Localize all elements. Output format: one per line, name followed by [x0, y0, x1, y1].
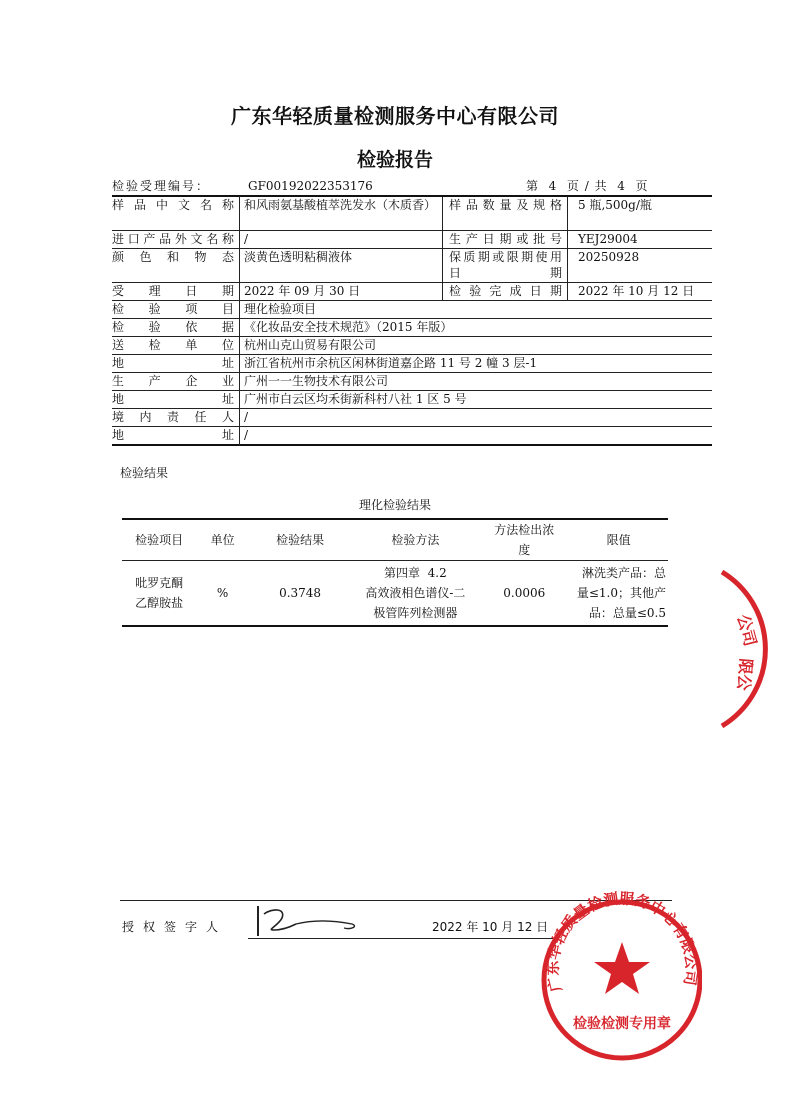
cell-lod: 0.0006 [503, 586, 546, 600]
receipt-date-value: 2022 年 09 月 30 日 [244, 284, 361, 298]
receipt-number: GF00192022353176 [248, 179, 373, 193]
cell-item: 吡罗克酮 乙醇胺盐 [135, 576, 184, 610]
handwritten-signature [252, 900, 362, 944]
color-state-row [112, 249, 712, 283]
cell-limit: 淋洗类产品：总 量≤1.0；其他产 品：总量≤0.5 [576, 566, 666, 620]
producer-address-value: 广州市白云区均禾街新科村八社 1 区 5 号 [244, 392, 467, 406]
official-seal [532, 880, 702, 1074]
producer-address-row [112, 391, 712, 409]
domestic-address-value: / [244, 428, 249, 442]
producer-label: 生产企业 [112, 374, 234, 388]
table-row [122, 561, 668, 627]
results-header-row [122, 519, 668, 561]
receipt-date-label: 受理日期 [112, 284, 234, 298]
receipt-label: 检验受理编号： [112, 179, 211, 193]
dates-row [112, 283, 712, 301]
domestic-address-label: 地址 [112, 428, 234, 442]
sender-address-value: 浙江省杭州市余杭区闲林街道嘉企路 11 号 2 幢 3 层-1 [244, 356, 538, 370]
receipt-row [112, 178, 712, 197]
sender-address-label: 地址 [112, 356, 234, 370]
results-section-label: 检验结果 [120, 466, 169, 480]
signatory-label: 授权签字人 [122, 920, 228, 934]
sample-name-label: 样品中文名称 [112, 198, 234, 212]
col-unit: 单位 [210, 533, 235, 547]
results-table-title: 理化检验结果 [358, 498, 431, 512]
producer-row [112, 373, 712, 391]
finish-date-label: 检验完成日期 [449, 284, 562, 298]
expiry-label-top: 保质期或限期使用 [449, 250, 562, 264]
sample-name-row [112, 197, 712, 231]
domestic-row [112, 409, 712, 427]
sender-label: 送检单位 [112, 338, 234, 352]
company-title: 广东华轻质量检测服务中心有限公司 [231, 104, 559, 128]
sender-value: 杭州山克山贸易有限公司 [244, 338, 377, 352]
report-title: 检验报告 [356, 149, 433, 171]
sample-name-value: 和风雨氨基酸植萃洗发水（木质香） [244, 198, 437, 212]
col-item: 检验项目 [135, 533, 184, 547]
import-name-label: 进口产品外文名称 [112, 232, 234, 246]
col-method: 检验方法 [391, 533, 440, 547]
sample-qty-label: 样品数量及规格 [449, 198, 562, 212]
producer-address-label: 地址 [112, 392, 234, 406]
test-item-label: 检验项目 [112, 302, 234, 316]
domestic-address-row [112, 427, 712, 446]
import-name-value: / [244, 232, 249, 246]
expiry-value: 20250928 [578, 250, 640, 264]
col-limit: 限值 [606, 533, 631, 547]
cell-method: 第四章 4.2 高效液相色谱仪-二 极管阵列检测器 [365, 566, 466, 620]
results-table [122, 518, 668, 627]
basis-row [112, 319, 712, 337]
test-item-row [112, 301, 712, 319]
sample-info-table [112, 178, 712, 446]
basis-label: 检验依据 [112, 320, 234, 334]
color-state-label: 颜色和物态 [112, 250, 234, 264]
sample-qty-value: 5 瓶,500g/瓶 [578, 198, 652, 212]
domestic-label: 境内责任人 [112, 410, 234, 424]
sender-row [112, 337, 712, 355]
seal-lettering: 广东华轻质量检测服务中心有限公司 [543, 889, 701, 994]
producer-value: 广州一一生物技术有限公司 [244, 374, 389, 388]
side-seal-fragment [718, 566, 790, 740]
cell-result: 0.3748 [279, 586, 322, 600]
col-result: 检验结果 [276, 533, 325, 547]
batch-value: YEJ29004 [578, 232, 638, 246]
side-seal-lettering: 公司 [733, 612, 761, 649]
cell-unit: % [216, 586, 229, 600]
svg-text:限公: 限公 [733, 657, 756, 692]
col-lod: 方法检出浓度 [494, 523, 555, 557]
color-state-value: 淡黄色透明粘稠液体 [244, 250, 353, 264]
page-info: 第 4 页 / 共 4 页 [526, 179, 649, 193]
star-icon [594, 942, 650, 994]
seal-bottom-text: 检验检测专用章 [573, 1016, 671, 1032]
sender-address-row [112, 355, 712, 373]
finish-date-value: 2022 年 10 月 12 日 [578, 284, 695, 298]
basis-value: 《化妆品安全技术规范》（2015 年版） [244, 320, 453, 334]
expiry-label-bottom: 日期 [449, 266, 562, 280]
domestic-value: / [244, 410, 249, 424]
test-item-value: 理化检验项目 [244, 302, 317, 316]
import-name-row [112, 231, 712, 249]
batch-label: 生产日期或批号 [449, 232, 562, 246]
signature-date: 2022 年 10 月 12 日 [432, 920, 549, 934]
